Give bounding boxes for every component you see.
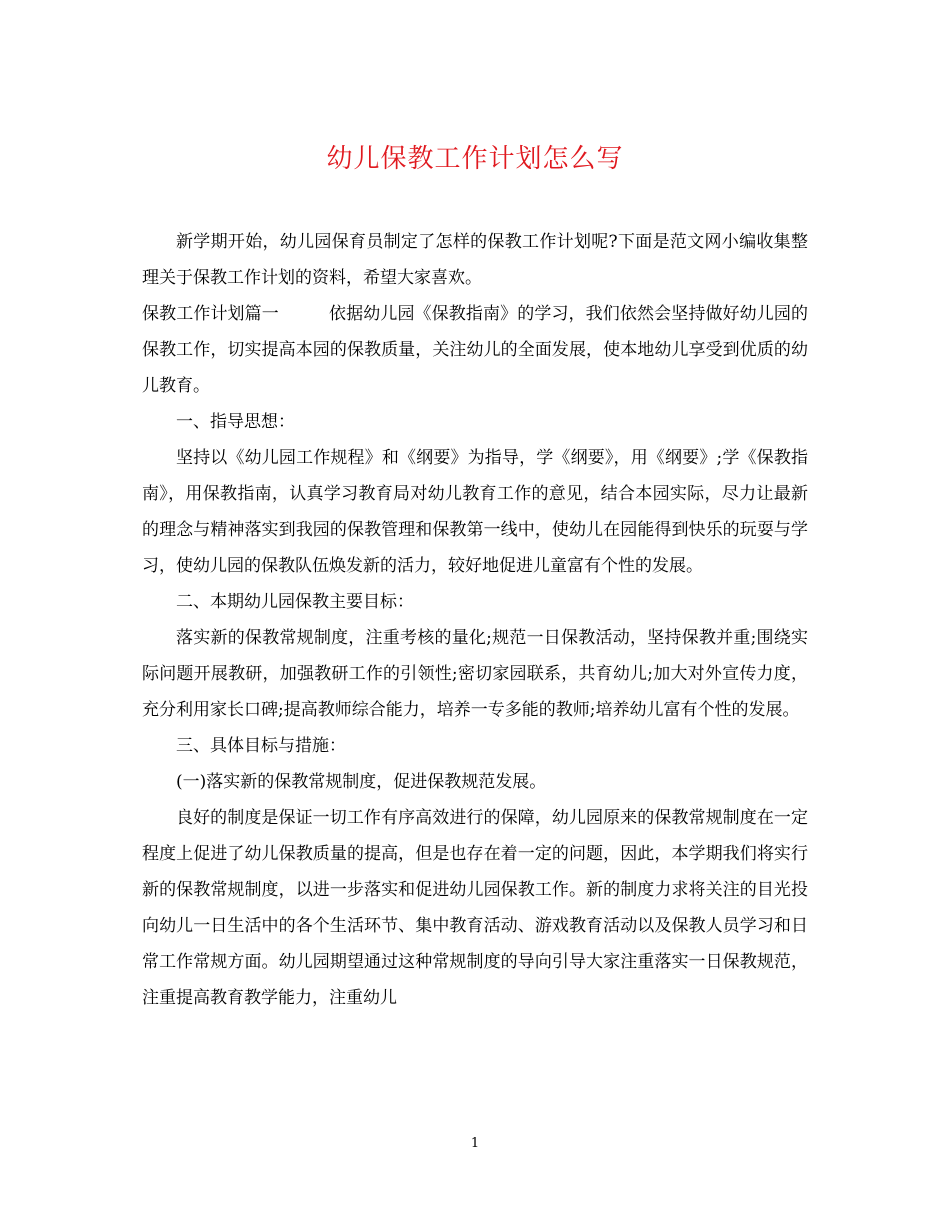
- subheading-routine-system: (一)落实新的保教常规制度，促进保教规范发展。: [176, 772, 547, 792]
- document-title: 幼儿保教工作计划怎么写: [326, 144, 624, 174]
- section-paragraph: [142, 296, 808, 404]
- intro-paragraph: 新学期开始，幼儿园保育员制定了怎样的保教工作计划呢?下面是范文网小编收集整理关于保教工作计划的资料，希望大家喜欢。: [142, 232, 808, 288]
- section-label: 保教工作计划篇一: [142, 304, 279, 324]
- section-text: 依据幼儿园《保教指南》的学习，我们依然会坚持做好幼儿园的保教工作，切实提高本园的保教质量，关注幼儿的全面发展，使本地幼儿享受到优质的幼儿教育。: [142, 304, 809, 396]
- paragraph-routine-system: 良好的制度是保证一切工作有序高效进行的保障，幼儿园原来的保教常规制度在一定程度上促进了幼儿保教质量的提高，但是也存在着一定的问题，因此，本学期我们将实行新的保教常规制度，以进一步落实和促进幼儿园保教工作。新的制度力求将关注的目光投向幼儿一日生活中的各个生活环节、集中教育活动、游戏教育活动以及保教人员学习和日常工作常规方面。幼儿园期望通过这种常规制度的导向引导大家注重落实一日保教规范，注重提高教育教学能力，注重幼儿: [142, 808, 808, 1008]
- page-number: 1: [470, 1136, 480, 1151]
- heading-guiding-ideology: 一、指导思想：: [176, 412, 295, 432]
- heading-goals-measures: 三、具体目标与措施：: [176, 736, 346, 756]
- paragraph-guiding-ideology: 坚持以《幼儿园工作规程》和《纲要》为指导，学《纲要》，用《纲要》;学《保教指南》，用保教指南，认真学习教育局对幼儿教育工作的意见，结合本园实际，尽力让最新的理念与精神落实到我园的保教管理和保教第一线中，使幼儿在园能得到快乐的玩耍与学习，使幼儿园的保教队伍焕发新的活力，较好地促进儿童富有个性的发展。: [142, 448, 808, 576]
- document-body: [142, 224, 808, 1016]
- heading-main-goals: 二、本期幼儿园保教主要目标：: [176, 592, 414, 612]
- paragraph-main-goals: 落实新的保教常规制度，注重考核的量化;规范一日保教活动，坚持保教并重;围绕实际问题开展教研，加强教研工作的引领性;密切家园联系，共育幼儿;加大对外宣传力度，充分利用家长口碑;提高教师综合能力，培养一专多能的教师;培养幼儿富有个性的发展。: [142, 628, 808, 720]
